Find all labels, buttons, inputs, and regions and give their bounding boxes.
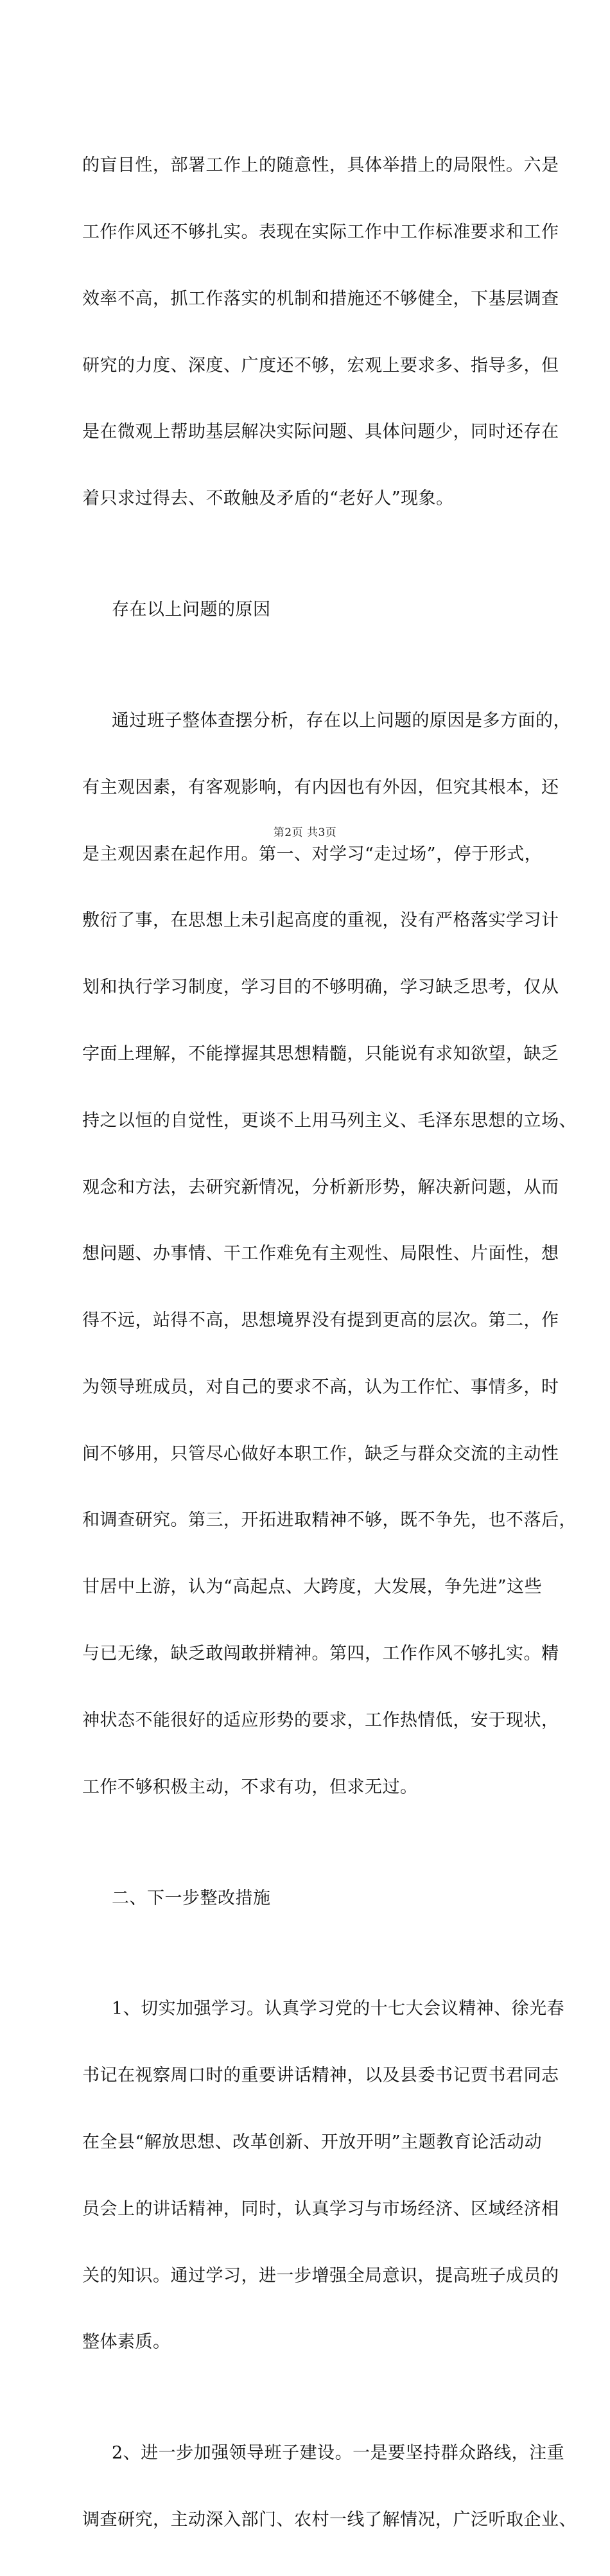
text-line: 是在微观上帮助基层解决实际问题、具体问题少，同时还存在 xyxy=(82,422,559,442)
text-line: 1、切实加强学习。认真学习党的十七大会议精神、徐光春 xyxy=(112,1999,565,2019)
text-line: 是主观因素在起作用。第一、对学习“走过场”，停于形式， xyxy=(82,844,543,864)
text-line: 通过班子整体查摆分析，存在以上问题的原因是多方面的， xyxy=(112,711,571,731)
page-number: 第2页 共3页 xyxy=(273,826,337,839)
text-line: 调查研究，主动深入部门、农村一线了解情况，广泛听取企业、 xyxy=(82,2510,577,2530)
text-line: 研究的力度、深度、广度还不够，宏观上要求多、指导多，但 xyxy=(82,355,559,376)
paragraph-problems-continued xyxy=(82,110,559,555)
text-line: 与已无缘，缺乏敢闯敢拼精神。第四，工作作风不够扎实。精 xyxy=(82,1643,559,1664)
text-line: 和调查研究。第三，开拓进取精神不够，既不争先，也不落后， xyxy=(82,1510,577,1531)
heading-text: 存在以上问题的原因 xyxy=(112,600,271,620)
text-line: 划和执行学习制度，学习目的不够明确，学习缺乏思考，仅从 xyxy=(82,977,559,998)
text-line: 工作不够积极主动，不求有功，但求无过。 xyxy=(82,1777,418,1797)
text-line: 持之以恒的自觉性，更谈不上用马列主义、毛泽东思想的立场、 xyxy=(82,1110,577,1131)
paragraph-measure-2 xyxy=(82,2398,577,2576)
section-heading-causes xyxy=(82,555,532,666)
text-line: 关的知识。通过学习，进一步增强全局意识，提高班子成员的 xyxy=(82,2265,559,2286)
text-line: 得不远，站得不高，思想境界没有提到更高的层次。第二，作 xyxy=(82,1310,559,1331)
text-line: 观念和方法，去研究新情况，分析新形势，解决新问题，从而 xyxy=(82,1177,559,1197)
text-line: 2、进一步加强领导班子建设。一是要坚持群众路线，注重 xyxy=(112,2443,565,2464)
text-line: 有主观因素，有客观影响，有内因也有外因，但究其根本，还 xyxy=(82,777,559,797)
text-line: 字面上理解，不能撑握其思想精髓，只能说有求知欲望，缺乏 xyxy=(82,1043,559,1064)
text-line: 敷衍了事，在思想上未引起高度的重视，没有严格落实学习计 xyxy=(82,910,559,931)
page-footer xyxy=(0,823,610,839)
text-line: 想问题、办事情、干工作难免有主观性、局限性、片面性，想 xyxy=(82,1244,559,1264)
text-line: 书记在视察周口时的重要讲话精神，以及县委书记贾书君同志 xyxy=(82,2066,559,2086)
paragraph-causes-analysis xyxy=(82,666,577,1843)
heading-text: 二、下一步整改措施 xyxy=(112,1888,271,1908)
text-line: 的盲目性，部署工作上的随意性，具体举措上的局限性。六是 xyxy=(82,155,559,176)
document-body xyxy=(82,110,577,2576)
section-heading-measures xyxy=(82,1843,532,1954)
text-line: 员会上的讲话精神，同时，认真学习与市场经济、区域经济相 xyxy=(82,2198,559,2219)
text-line: 工作作风还不够扎实。表现在实际工作中工作标准要求和工作 xyxy=(82,222,559,242)
text-line: 效率不高，抓工作落实的机制和措施还不够健全，下基层调查 xyxy=(82,288,559,309)
text-line: 甘居中上游，认为“高起点、大跨度，大发展，争先进”这些 xyxy=(82,1577,543,1597)
paragraph-measure-1 xyxy=(82,1954,565,2398)
text-line: 着只求过得去、不敢触及矛盾的“老好人”现象。 xyxy=(82,489,454,509)
text-line: 整体素质。 xyxy=(82,2332,171,2353)
text-line: 间不够用，只管尽心做好本职工作，缺乏与群众交流的主动性 xyxy=(82,1443,559,1464)
text-line: 为领导班成员，对自己的要求不高，认为工作忙、事情多，时 xyxy=(82,1377,559,1397)
text-line: 在全县“解放思想、改革创新、开放开明”主题教育论活动动 xyxy=(82,2132,543,2153)
text-line: 神状态不能很好的适应形势的要求，工作热情低，安于现状， xyxy=(82,1710,559,1730)
